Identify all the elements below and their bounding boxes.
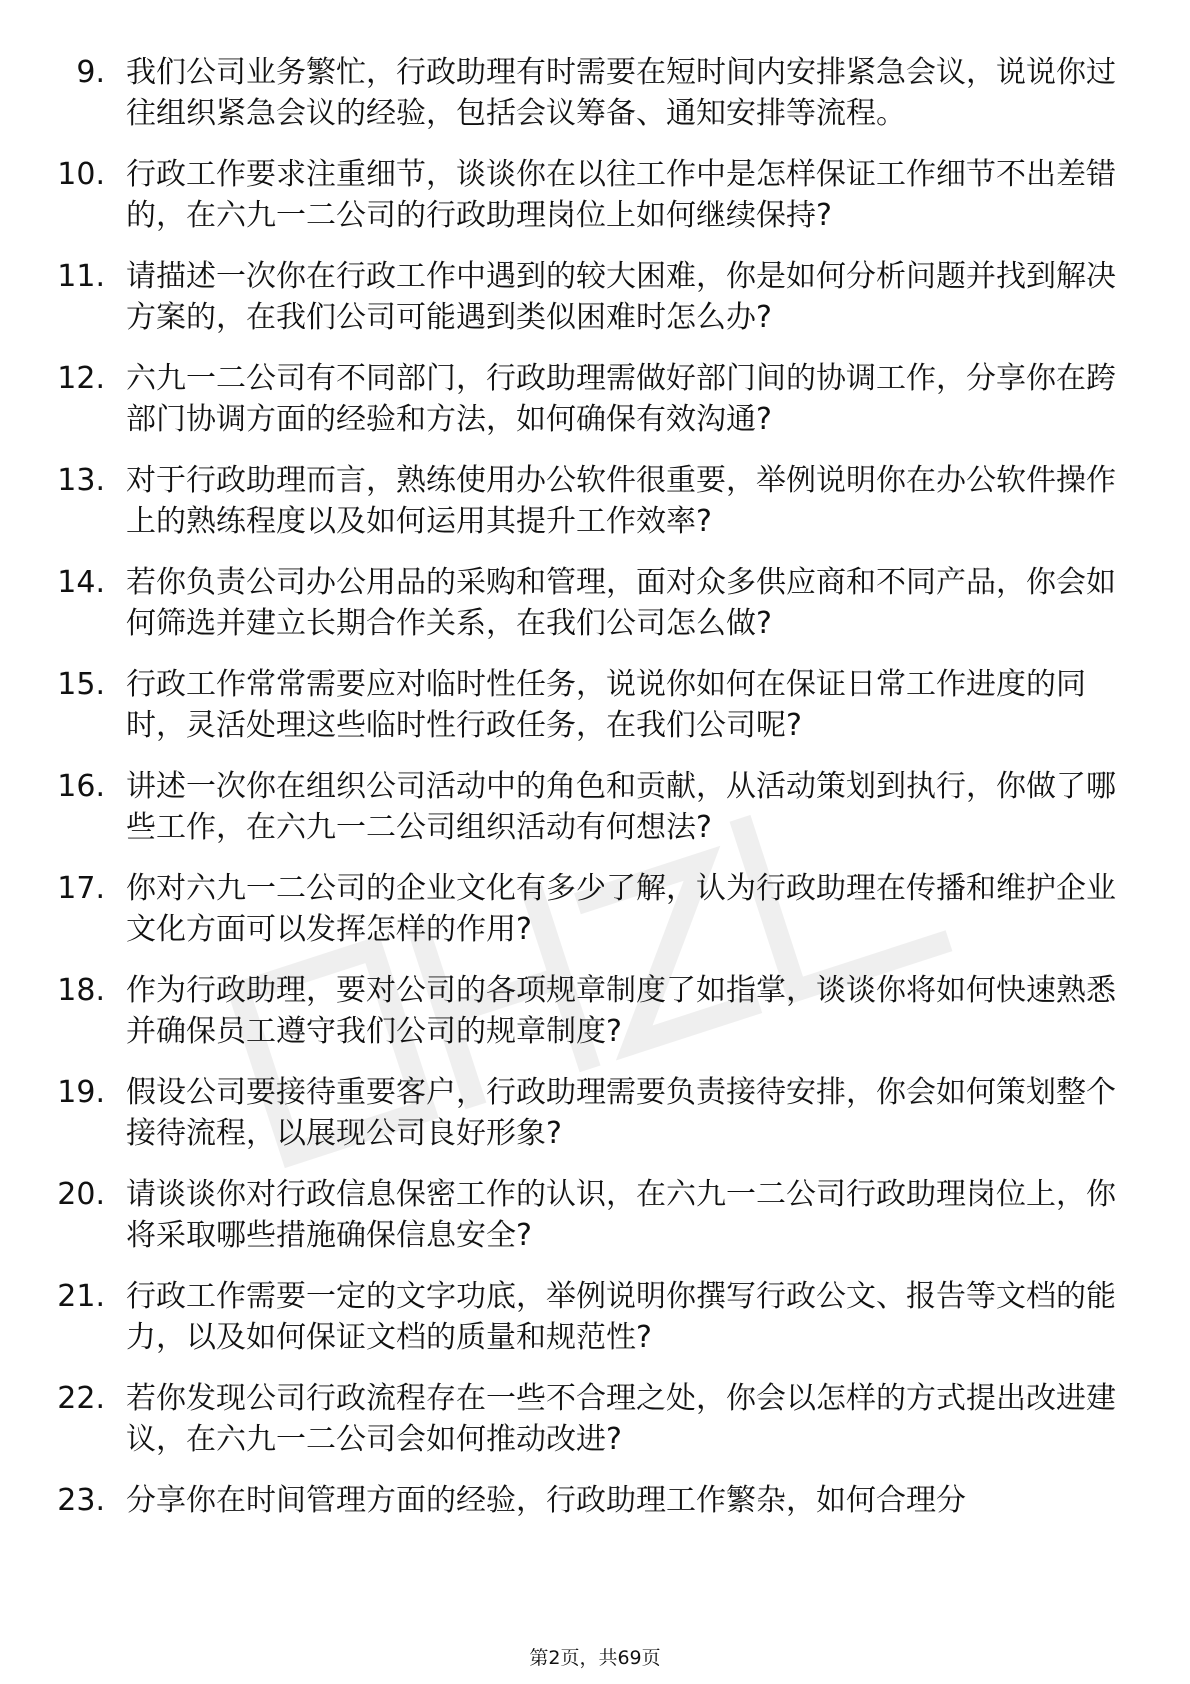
question-number: 21. [57, 1279, 105, 1314]
question-text: 假设公司要接待重要客户，行政助理需要负责接待安排，你会如何策划整个接待流程，以展现公司良好形象? [126, 1075, 1116, 1151]
page-footer: 第2页，共69页 [529, 1647, 661, 1669]
question-item [0, 460, 1190, 542]
question-item [0, 1378, 1190, 1460]
question-text: 行政工作常常需要应对临时性任务，说说你如何在保证日常工作进度的同时，灵活处理这些临时性行政任务，在我们公司呢? [126, 667, 1086, 743]
question-number: 15. [57, 667, 105, 702]
question-number: 11. [57, 259, 105, 294]
question-text: 请谈谈你对行政信息保密工作的认识，在六九一二公司行政助理岗位上，你将采取哪些措施确保信息安全? [126, 1177, 1116, 1253]
question-text: 讲述一次你在组织公司活动中的角色和贡献，从活动策划到执行，你做了哪些工作，在六九一二公司组织活动有何想法? [126, 769, 1116, 845]
question-item [0, 970, 1190, 1052]
question-text: 你对六九一二公司的企业文化有多少了解，认为行政助理在传播和维护企业文化方面可以发挥怎样的作用? [126, 871, 1116, 947]
question-text: 我们公司业务繁忙，行政助理有时需要在短时间内安排紧急会议，说说你过往组织紧急会议的经验，包括会议筹备、通知安排等流程。 [126, 55, 1116, 131]
question-text: 分享你在时间管理方面的经验，行政助理工作繁杂，如何合理分 [126, 1483, 966, 1518]
question-number: 9. [76, 55, 105, 90]
question-number: 22. [57, 1381, 105, 1416]
question-number: 13. [57, 463, 105, 498]
question-item [0, 1072, 1190, 1154]
question-item [0, 1480, 1190, 1521]
question-text: 作为行政助理，要对公司的各项规章制度了如指掌，谈谈你将如何快速熟悉并确保员工遵守我们公司的规章制度? [126, 973, 1116, 1049]
question-list [0, 52, 1190, 1541]
question-item [0, 52, 1190, 134]
question-item [0, 766, 1190, 848]
question-text: 六九一二公司有不同部门，行政助理需做好部门间的协调工作，分享你在跨部门协调方面的经验和方法，如何确保有效沟通? [126, 361, 1116, 437]
question-number: 19. [57, 1075, 105, 1110]
question-text: 行政工作要求注重细节，谈谈你在以往工作中是怎样保证工作细节不出差错的，在六九一二公司的行政助理岗位上如何继续保持? [126, 157, 1116, 233]
question-item [0, 154, 1190, 236]
question-item [0, 256, 1190, 338]
question-number: 16. [57, 769, 105, 804]
question-item [0, 868, 1190, 950]
question-text: 行政工作需要一定的文字功底，举例说明你撰写行政公文、报告等文档的能力，以及如何保证文档的质量和规范性? [126, 1279, 1116, 1355]
question-item [0, 562, 1190, 644]
question-number: 12. [57, 361, 105, 396]
question-number: 18. [57, 973, 105, 1008]
question-number: 10. [57, 157, 105, 192]
question-number: 23. [57, 1483, 105, 1518]
question-text: 请描述一次你在行政工作中遇到的较大困难，你是如何分析问题并找到解决方案的，在我们公司可能遇到类似困难时怎么办? [126, 259, 1116, 335]
question-number: 17. [57, 871, 105, 906]
question-number: 14. [57, 565, 105, 600]
question-item [0, 1276, 1190, 1358]
question-text: 若你发现公司行政流程存在一些不合理之处，你会以怎样的方式提出改进建议，在六九一二公司会如何推动改进? [126, 1381, 1116, 1457]
question-item [0, 1174, 1190, 1256]
question-text: 对于行政助理而言，熟练使用办公软件很重要，举例说明你在办公软件操作上的熟练程度以及如何运用其提升工作效率? [126, 463, 1116, 539]
question-item [0, 358, 1190, 440]
question-number: 20. [57, 1177, 105, 1212]
question-text: 若你负责公司办公用品的采购和管理，面对众多供应商和不同产品，你会如何筛选并建立长期合作关系，在我们公司怎么做? [126, 565, 1116, 641]
question-item [0, 664, 1190, 746]
